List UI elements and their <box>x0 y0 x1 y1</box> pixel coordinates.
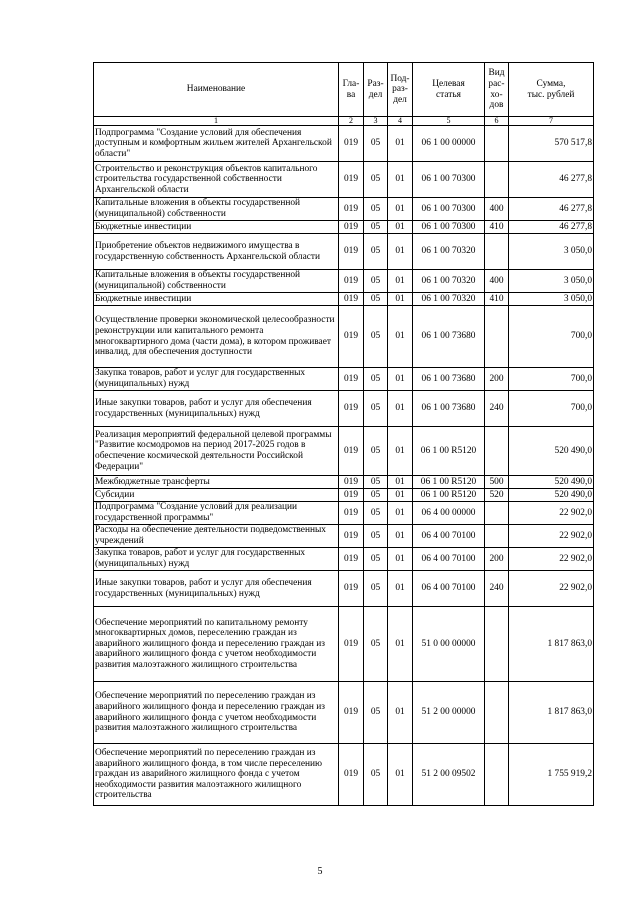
row-expense-type <box>485 427 509 476</box>
row-razdel: 05 <box>364 391 388 427</box>
column-number: 6 <box>485 117 509 126</box>
table-row <box>94 476 594 489</box>
row-sum: 46 277,8 <box>509 221 594 234</box>
row-sum: 700,0 <box>509 391 594 427</box>
table-row <box>94 502 594 525</box>
table-row <box>94 682 594 744</box>
row-target-article: 06 1 00 70320 <box>413 234 485 270</box>
row-name: Подпрограмма "Создание условий для обеспечения доступным и комфортным жильем жителей Архангельской области" <box>94 126 339 162</box>
table-row <box>94 548 594 571</box>
table-row <box>94 607 594 682</box>
row-expense-type: 400 <box>485 270 509 293</box>
row-target-article: 06 1 00 70300 <box>413 198 485 221</box>
row-glava: 019 <box>339 571 364 607</box>
row-expense-type <box>485 682 509 744</box>
row-razdel: 05 <box>364 306 388 368</box>
row-target-article: 06 4 00 00000 <box>413 502 485 525</box>
row-glava: 019 <box>339 489 364 502</box>
table-row <box>94 525 594 548</box>
row-podrazdel: 01 <box>388 682 413 744</box>
row-sum: 520 490,0 <box>509 489 594 502</box>
row-name: Бюджетные инвестиции <box>94 221 339 234</box>
table-row <box>94 306 594 368</box>
row-sum: 22 902,0 <box>509 502 594 525</box>
row-glava: 019 <box>339 293 364 306</box>
row-expense-type <box>485 502 509 525</box>
row-target-article: 06 1 00 73680 <box>413 368 485 391</box>
table-row <box>94 162 594 198</box>
header-sum: Сумма, тыс. рублей <box>509 63 594 117</box>
row-target-article: 06 1 00 00000 <box>413 126 485 162</box>
row-glava: 019 <box>339 126 364 162</box>
row-name: Осуществление проверки экономической целесообразности реконструкции или капитального ремонта многоквартирного дома (части дома), в котором проживает инвалид, для обеспечения доступности <box>94 306 339 368</box>
row-name: Подпрограмма "Создание условий для реализации государственной программы" <box>94 502 339 525</box>
column-number: 1 <box>94 117 339 126</box>
row-sum: 3 050,0 <box>509 270 594 293</box>
row-razdel: 05 <box>364 502 388 525</box>
row-glava: 019 <box>339 682 364 744</box>
header-target-article: Целевая статья <box>413 63 485 117</box>
row-razdel: 05 <box>364 221 388 234</box>
row-target-article: 06 1 00 70300 <box>413 221 485 234</box>
row-podrazdel: 01 <box>388 427 413 476</box>
header-expense-type: Вид рас- хо- дов <box>485 63 509 117</box>
row-razdel: 05 <box>364 234 388 270</box>
row-sum: 46 277,8 <box>509 162 594 198</box>
row-name: Иные закупки товаров, работ и услуг для обеспечения государственных (муниципальных) нужд <box>94 571 339 607</box>
row-sum: 1 755 919,2 <box>509 744 594 806</box>
row-expense-type: 520 <box>485 489 509 502</box>
row-podrazdel: 01 <box>388 548 413 571</box>
row-podrazdel: 01 <box>388 368 413 391</box>
row-name: Иные закупки товаров, работ и услуг для обеспечения государственных (муниципальных) нужд <box>94 391 339 427</box>
header-razdel: Раз- дел <box>364 63 388 117</box>
row-expense-type: 410 <box>485 221 509 234</box>
row-sum: 22 902,0 <box>509 571 594 607</box>
row-podrazdel: 01 <box>388 306 413 368</box>
row-target-article: 06 4 00 70100 <box>413 525 485 548</box>
row-name: Приобретение объектов недвижимого имущества в государственную собственность Архангельской области <box>94 234 339 270</box>
column-number: 5 <box>413 117 485 126</box>
column-number: 4 <box>388 117 413 126</box>
row-glava: 019 <box>339 368 364 391</box>
row-target-article: 06 1 00 73680 <box>413 391 485 427</box>
table-row <box>94 221 594 234</box>
row-name: Капитальные вложения в объекты государственной (муниципальной) собственности <box>94 198 339 221</box>
row-razdel: 05 <box>364 198 388 221</box>
row-sum: 700,0 <box>509 368 594 391</box>
row-glava: 019 <box>339 234 364 270</box>
table-row <box>94 234 594 270</box>
table-row <box>94 391 594 427</box>
row-glava: 019 <box>339 270 364 293</box>
row-name: Обеспечение мероприятий по переселению граждан из аварийного жилищного фонда и переселению граждан из аварийного жилищного фонда с учетом необходимости развития малоэтажного жилищного строительства <box>94 682 339 744</box>
row-glava: 019 <box>339 306 364 368</box>
header-row <box>94 63 594 117</box>
row-sum: 1 817 863,0 <box>509 607 594 682</box>
row-expense-type <box>485 234 509 270</box>
header-podrazdel: Под- раз- дел <box>388 63 413 117</box>
table-row <box>94 489 594 502</box>
row-name: Обеспечение мероприятий по переселению граждан из аварийного жилищного фонда, в том числе переселению граждан из аварийного жилищного фонда с учетом необходимости развития малоэтажного жилищного строительства <box>94 744 339 806</box>
row-expense-type <box>485 525 509 548</box>
row-glava: 019 <box>339 427 364 476</box>
table-row <box>94 293 594 306</box>
row-target-article: 06 1 00 70320 <box>413 270 485 293</box>
row-razdel: 05 <box>364 548 388 571</box>
row-podrazdel: 01 <box>388 270 413 293</box>
row-razdel: 05 <box>364 525 388 548</box>
row-razdel: 05 <box>364 607 388 682</box>
budget-table <box>93 62 594 806</box>
row-glava: 019 <box>339 548 364 571</box>
row-podrazdel: 01 <box>388 293 413 306</box>
row-expense-type <box>485 607 509 682</box>
row-glava: 019 <box>339 476 364 489</box>
row-podrazdel: 01 <box>388 476 413 489</box>
row-razdel: 05 <box>364 489 388 502</box>
row-name: Субсидии <box>94 489 339 502</box>
row-razdel: 05 <box>364 293 388 306</box>
row-name: Обеспечение мероприятий по капитальному ремонту многоквартирных домов, переселению граждан из аварийного жилищного фонда и переселению граждан из аварийного жилищного фонда с учетом необходимости развития малоэтажного жилищного строительства <box>94 607 339 682</box>
row-target-article: 06 1 00 R5120 <box>413 489 485 502</box>
row-glava: 019 <box>339 502 364 525</box>
row-podrazdel: 01 <box>388 525 413 548</box>
row-glava: 019 <box>339 221 364 234</box>
page-number: 5 <box>317 866 323 877</box>
row-glava: 019 <box>339 744 364 806</box>
row-razdel: 05 <box>364 368 388 391</box>
row-name: Закупка товаров, работ и услуг для государственных (муниципальных) нужд <box>94 548 339 571</box>
row-podrazdel: 01 <box>388 607 413 682</box>
row-sum: 22 902,0 <box>509 548 594 571</box>
table-row <box>94 368 594 391</box>
row-glava: 019 <box>339 525 364 548</box>
row-expense-type: 240 <box>485 391 509 427</box>
row-target-article: 06 1 00 70300 <box>413 162 485 198</box>
row-name: Реализация мероприятий федеральной целевой программы "Развитие космодромов на период 2017-2025 годов в обеспечение космической деятельности Российской Федерации" <box>94 427 339 476</box>
row-glava: 019 <box>339 162 364 198</box>
row-podrazdel: 01 <box>388 502 413 525</box>
row-target-article: 06 4 00 70100 <box>413 571 485 607</box>
row-razdel: 05 <box>364 682 388 744</box>
column-number: 2 <box>339 117 364 126</box>
row-razdel: 05 <box>364 744 388 806</box>
column-number: 3 <box>364 117 388 126</box>
row-glava: 019 <box>339 198 364 221</box>
row-expense-type: 410 <box>485 293 509 306</box>
row-razdel: 05 <box>364 427 388 476</box>
row-podrazdel: 01 <box>388 198 413 221</box>
row-expense-type <box>485 126 509 162</box>
row-podrazdel: 01 <box>388 744 413 806</box>
row-name: Капитальные вложения в объекты государственной (муниципальной) собственности <box>94 270 339 293</box>
table-row <box>94 270 594 293</box>
row-razdel: 05 <box>364 162 388 198</box>
table-row <box>94 198 594 221</box>
row-name: Расходы на обеспечение деятельности подведомственных учреждений <box>94 525 339 548</box>
column-number: 7 <box>509 117 594 126</box>
row-razdel: 05 <box>364 571 388 607</box>
row-name: Бюджетные инвестиции <box>94 293 339 306</box>
table-body <box>94 126 594 806</box>
row-name: Строительство и реконструкция объектов капитального строительства государственной собственности Архангельской области <box>94 162 339 198</box>
row-sum: 520 490,0 <box>509 476 594 489</box>
row-target-article: 51 0 00 00000 <box>413 607 485 682</box>
row-target-article: 06 1 00 73680 <box>413 306 485 368</box>
row-expense-type: 200 <box>485 368 509 391</box>
column-numbers-row <box>94 117 594 126</box>
row-glava: 019 <box>339 607 364 682</box>
table-row <box>94 427 594 476</box>
row-target-article: 51 2 00 09502 <box>413 744 485 806</box>
row-podrazdel: 01 <box>388 489 413 502</box>
row-expense-type: 240 <box>485 571 509 607</box>
row-target-article: 06 1 00 R5120 <box>413 427 485 476</box>
row-sum: 1 817 863,0 <box>509 682 594 744</box>
header-glava: Гла- ва <box>339 63 364 117</box>
row-sum: 3 050,0 <box>509 293 594 306</box>
row-podrazdel: 01 <box>388 126 413 162</box>
row-target-article: 06 1 00 R5120 <box>413 476 485 489</box>
row-expense-type: 400 <box>485 198 509 221</box>
row-name: Межбюджетные трансферты <box>94 476 339 489</box>
row-expense-type <box>485 162 509 198</box>
row-podrazdel: 01 <box>388 391 413 427</box>
header-name: Наименование <box>94 63 339 117</box>
row-target-article: 06 1 00 70320 <box>413 293 485 306</box>
row-razdel: 05 <box>364 126 388 162</box>
row-target-article: 06 4 00 70100 <box>413 548 485 571</box>
row-expense-type: 200 <box>485 548 509 571</box>
row-sum: 46 277,8 <box>509 198 594 221</box>
row-sum: 570 517,8 <box>509 126 594 162</box>
row-razdel: 05 <box>364 270 388 293</box>
row-podrazdel: 01 <box>388 162 413 198</box>
row-sum: 520 490,0 <box>509 427 594 476</box>
row-expense-type: 500 <box>485 476 509 489</box>
row-name: Закупка товаров, работ и услуг для государственных (муниципальных) нужд <box>94 368 339 391</box>
table-row <box>94 126 594 162</box>
row-expense-type <box>485 744 509 806</box>
row-target-article: 51 2 00 00000 <box>413 682 485 744</box>
table-row <box>94 744 594 806</box>
row-expense-type <box>485 306 509 368</box>
row-sum: 22 902,0 <box>509 525 594 548</box>
row-sum: 3 050,0 <box>509 234 594 270</box>
row-sum: 700,0 <box>509 306 594 368</box>
row-glava: 019 <box>339 391 364 427</box>
row-razdel: 05 <box>364 476 388 489</box>
row-podrazdel: 01 <box>388 234 413 270</box>
row-podrazdel: 01 <box>388 221 413 234</box>
row-podrazdel: 01 <box>388 571 413 607</box>
table-row <box>94 571 594 607</box>
